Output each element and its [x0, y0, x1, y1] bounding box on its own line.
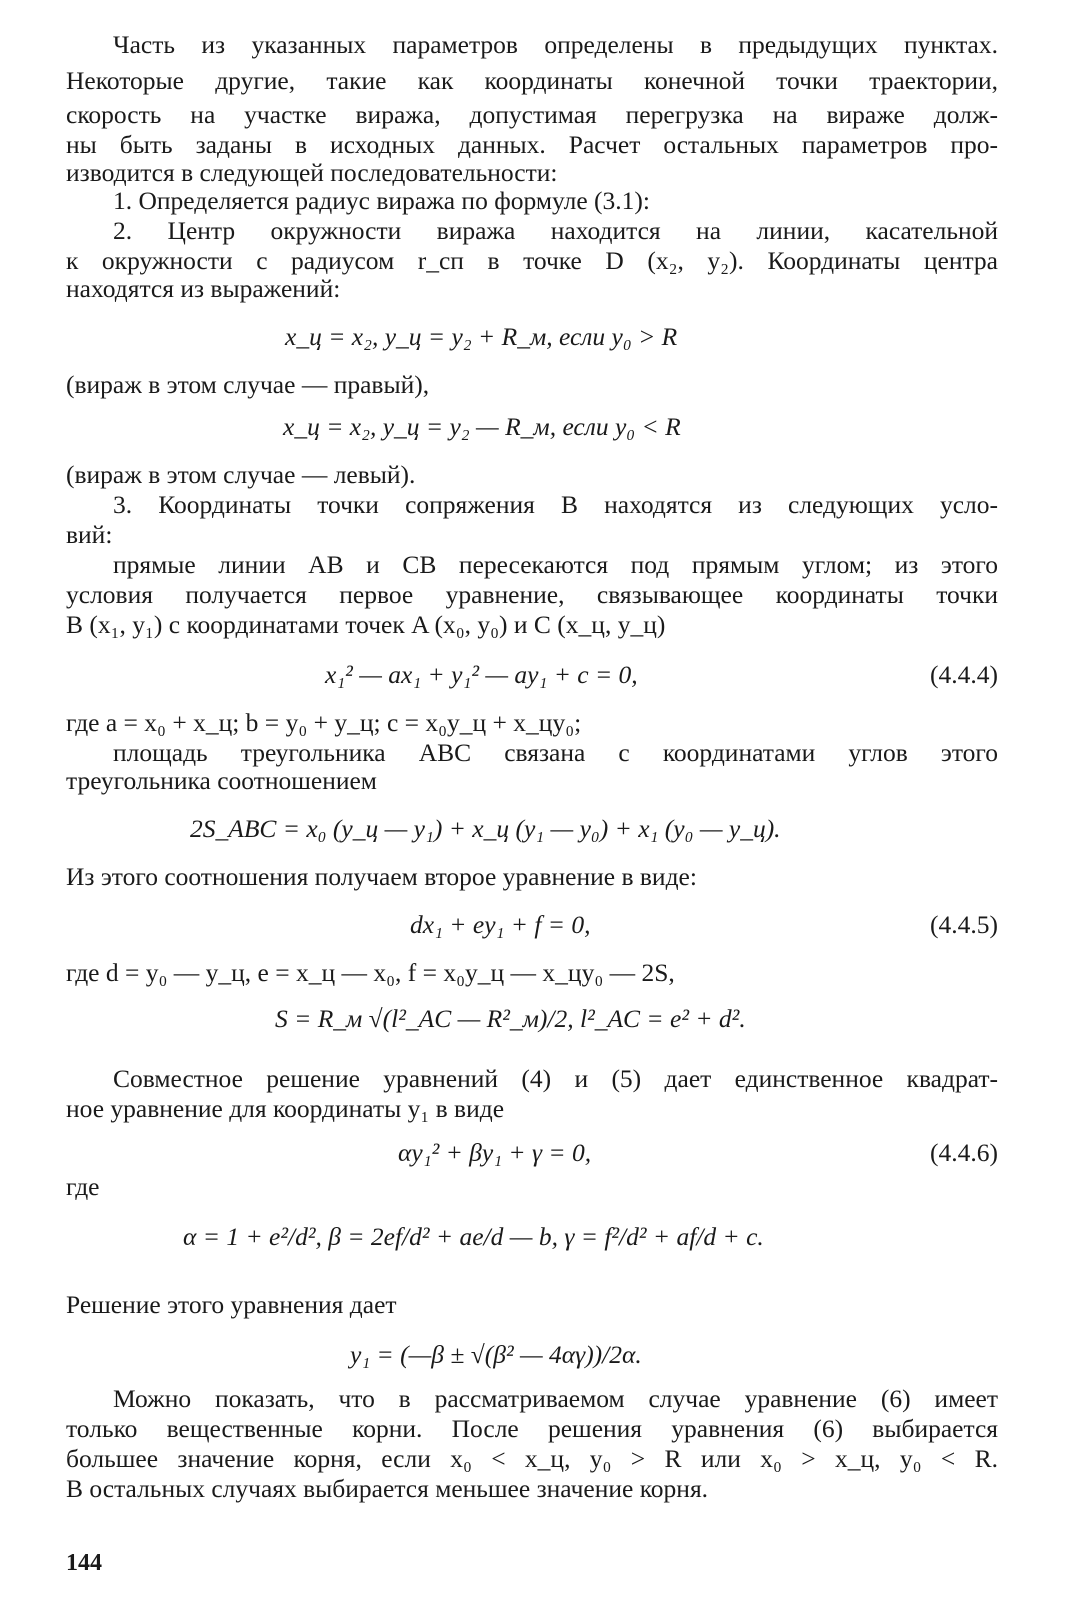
equation-coefficients: α = 1 + e²/d², β = 2ef/d² + ae/d — b, γ = f²/d² + af/d + c. [183, 1222, 764, 1251]
list-item-3: 3. Координаты точки сопряжения B находятся из следующих усло- [113, 490, 998, 519]
equation-number: (4.4.6) [930, 1138, 998, 1167]
text-line: (вираж в этом случае — левый). [66, 460, 416, 489]
equation-4-4-5: dx₁ + ey₁ + f = 0, [410, 910, 591, 939]
page-number: 144 [66, 1550, 102, 1576]
text-line: к окружности с радиусом r_сп в точке D (x₂, y₂). Координаты центра [66, 246, 998, 275]
text-line: Решение этого уравнения дает [66, 1290, 397, 1319]
text-line: В остальных случаях выбирается меньшее значение корня. [66, 1474, 709, 1503]
text-line: площадь треугольника ABC связана с координатами углов этого [113, 738, 998, 767]
text-line: Совместное решение уравнений (4) и (5) дает единственное квадрат- [113, 1064, 998, 1093]
equation-4-4-6: αy₁² + βy₁ + γ = 0, [398, 1138, 592, 1167]
equation-left-turn: x_ц = x₂, y_ц = y₂ — R_м, если y₀ < R [283, 412, 681, 441]
text-line: только вещественные корни. После решения уравнения (6) выбирается [66, 1414, 998, 1443]
text-line: находятся из выражений: [66, 274, 341, 303]
list-item-2: 2. Центр окружности виража находится на линии, касательной [113, 216, 998, 245]
text-line: Из этого соотношения получаем второе уравнение в виде: [66, 862, 697, 891]
text-line: B (x₁, y₁) с координатами точек A (x₀, y₀) и C (x_ц, y_ц) [66, 610, 666, 639]
equation-number: (4.4.4) [930, 660, 998, 689]
text-line: вий: [66, 520, 113, 549]
equation-right-turn: x_ц = x₂, y_ц = y₂ + R_м, если y₀ > R [285, 322, 678, 351]
text-line: где [66, 1172, 100, 1201]
equation-root: y₁ = (—β ± √(β² — 4αγ))/2α. [350, 1340, 642, 1369]
text-line: Некоторые другие, такие как координаты конечной точки траектории, [66, 66, 998, 95]
equation-area-s: S = R_м √(l²_AC — R²_м)/2, l²_AC = e² + d². [275, 1004, 746, 1033]
text-line: где d = y₀ — y_ц, e = x_ц — x₀, f = x₀y_ц — x_цy₀ — 2S, [66, 958, 675, 987]
list-item-1: 1. Определяется радиус виража по формуле (3.1): [113, 186, 650, 215]
equation-4-4-4: x₁² — ax₁ + y₁² — ay₁ + c = 0, [325, 660, 638, 689]
text-line: где a = x₀ + x_ц; b = y₀ + y_ц; c = x₀y_ц + x_цy₀; [66, 708, 582, 737]
text-line: ное уравнение для координаты y₁ в виде [66, 1094, 505, 1123]
text-line: (вираж в этом случае — правый), [66, 370, 430, 399]
equation-number: (4.4.5) [930, 910, 998, 939]
text-line: треугольника соотношением [66, 766, 377, 795]
equation-area: 2S_ABC = x₀ (y_ц — y₁) + x_ц (y₁ — y₀) + x₁ (y₀ — y_ц). [190, 814, 781, 843]
text-line: Часть из указанных параметров определены в предыдущих пунктах. [113, 30, 998, 59]
text-line: большее значение корня, если x₀ < x_ц, y₀ > R или x₀ > x_ц, y₀ < R. [66, 1444, 998, 1473]
text-line: Можно показать, что в рассматриваемом случае уравнение (6) имеет [113, 1384, 998, 1413]
text-line: скорость на участке виража, допустимая перегрузка на вираже долж- [66, 100, 998, 129]
text-line: ны быть заданы в исходных данных. Расчет остальных параметров про- [66, 130, 998, 159]
text-line: изводится в следующей последовательности: [66, 158, 558, 187]
text-line: прямые линии AB и CB пересекаются под прямым углом; из этого [113, 550, 998, 579]
text-line: условия получается первое уравнение, связывающее координаты точки [66, 580, 998, 609]
